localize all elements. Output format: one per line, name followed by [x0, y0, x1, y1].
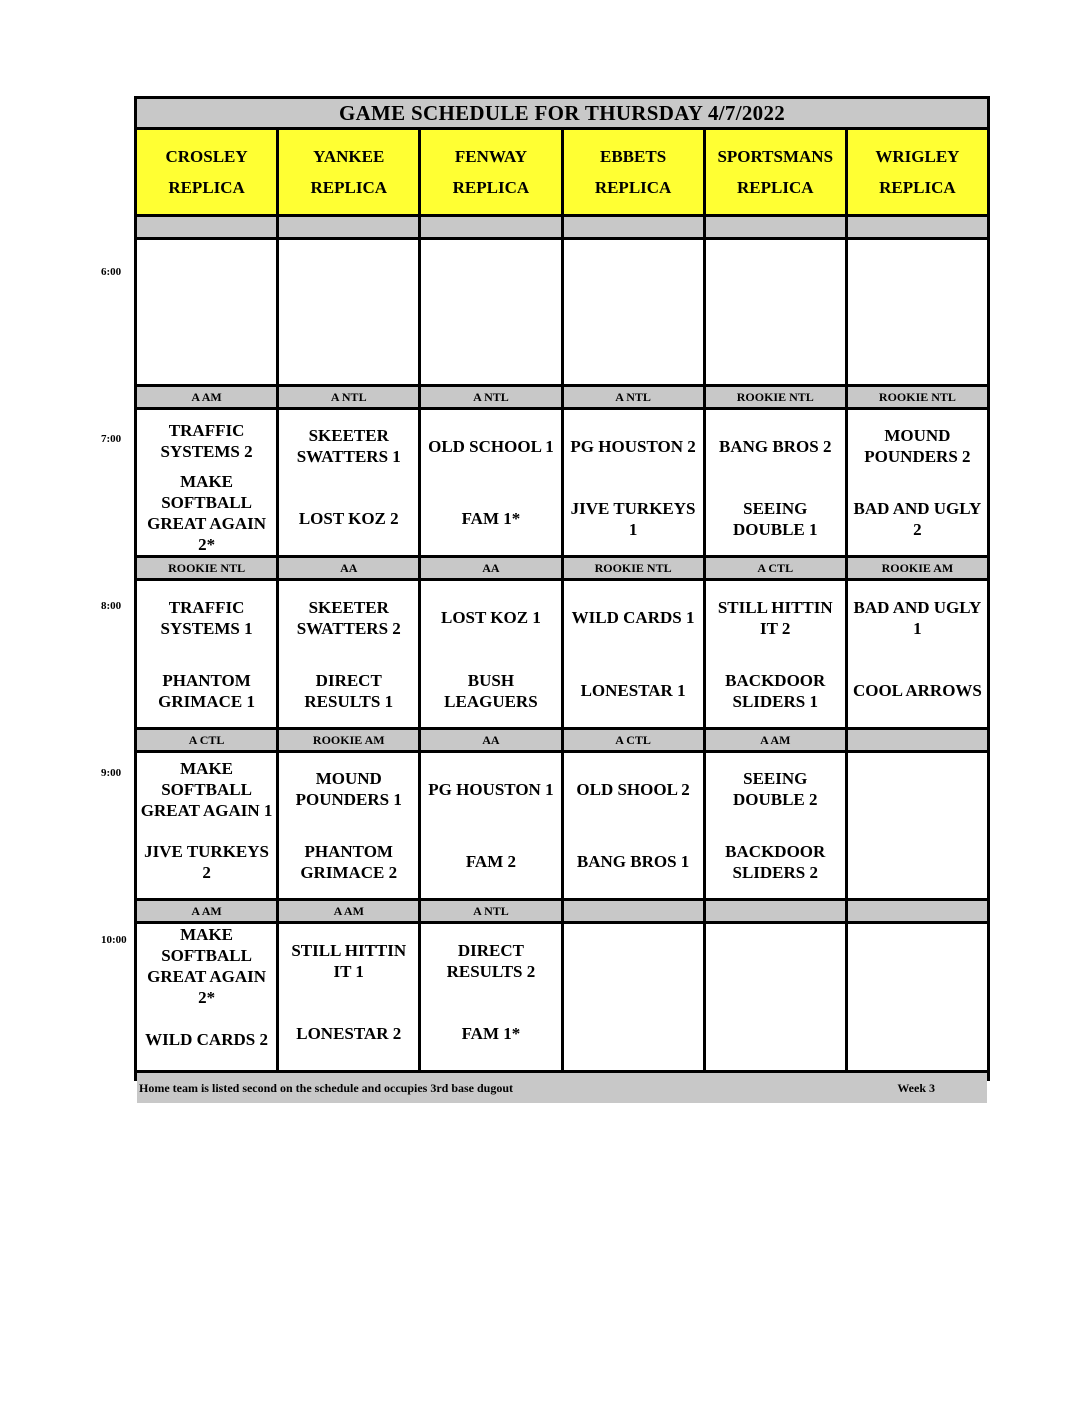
field-name: CROSLEY	[165, 146, 248, 166]
away-team: DIRECT RESULTS 2	[446, 940, 536, 981]
game-cell	[564, 581, 703, 727]
field-type: REPLICA	[452, 177, 530, 197]
home-team-note: Home team is listed second on the schedule and occupies 3rd base dugout	[139, 1081, 514, 1095]
schedule-table	[134, 96, 990, 1095]
away-team: OLD SHOOL 2	[576, 779, 690, 799]
game-cell	[421, 581, 560, 727]
league-label: A CTL	[137, 730, 276, 750]
game-cell	[137, 240, 276, 384]
league-label	[137, 217, 276, 237]
game-cell	[848, 924, 987, 1070]
home-team: COOL ARROWS	[852, 681, 982, 700]
league-label: A NTL	[279, 387, 418, 407]
away-team: PG HOUSTON 2	[570, 436, 696, 456]
game-cell	[279, 924, 418, 1070]
game-cell	[564, 240, 703, 384]
home-team: LONESTAR 2	[296, 1024, 402, 1043]
field-type: REPLICA	[736, 177, 814, 197]
game-cell	[421, 924, 560, 1070]
time-label: 10:00	[101, 934, 127, 946]
away-team: TRAFFIC SYSTEMS 1	[160, 597, 253, 638]
league-label: ROOKIE NTL	[564, 558, 703, 578]
game-cell	[706, 581, 845, 727]
schedule-title: GAME SCHEDULE FOR THURSDAY 4/7/2022	[137, 99, 987, 127]
league-label: ROOKIE NTL	[706, 387, 845, 407]
away-team: STILL HITTIN IT 2	[717, 597, 833, 638]
league-label: A NTL	[421, 901, 560, 921]
field-type: REPLICA	[594, 177, 672, 197]
home-team: BACKDOOR SLIDERS 1	[725, 670, 826, 711]
away-team: SEEING DOUBLE 2	[732, 769, 818, 810]
away-team: BANG BROS 2	[719, 436, 832, 456]
home-team: FAM 1*	[461, 509, 521, 529]
league-label	[421, 217, 560, 237]
field-type: REPLICA	[879, 177, 956, 197]
game-cell	[421, 240, 560, 384]
home-team: FAM 1*	[461, 1024, 521, 1043]
league-label: A CTL	[706, 558, 845, 578]
away-team: TRAFFIC SYSTEMS 2	[160, 420, 253, 461]
field-header	[848, 130, 987, 214]
game-cell	[279, 410, 418, 555]
league-label	[564, 217, 703, 237]
league-label: A NTL	[564, 387, 703, 407]
away-team: OLD SCHOOL 1	[428, 436, 554, 456]
time-label: 7:00	[101, 433, 122, 445]
game-cell	[564, 924, 703, 1070]
game-cell	[706, 924, 845, 1070]
away-team: MOUND POUNDERS 1	[295, 769, 402, 810]
league-label	[706, 901, 845, 921]
league-label: A AM	[279, 901, 418, 921]
home-team: FAM 2	[465, 852, 517, 872]
away-team: MOUND POUNDERS 2	[864, 426, 971, 467]
home-team: WILD CARDS 2	[145, 1029, 268, 1049]
field-header	[564, 130, 703, 214]
home-team: SEEING DOUBLE 1	[732, 498, 818, 539]
league-label	[564, 901, 703, 921]
league-label: ROOKIE NTL	[848, 387, 987, 407]
league-label	[706, 217, 845, 237]
game-cell	[137, 410, 276, 555]
field-name: YANKEE	[313, 146, 385, 166]
field-name: EBBETS	[600, 146, 667, 166]
field-header	[279, 130, 418, 214]
field-name: WRIGLEY	[875, 146, 960, 166]
away-team: PG HOUSTON 1	[428, 779, 554, 799]
league-label: AA	[279, 558, 418, 578]
game-cell	[137, 581, 276, 727]
game-cell	[848, 240, 987, 384]
week-label: Week 3	[897, 1081, 935, 1095]
time-label: 8:00	[101, 600, 122, 612]
home-team: LOST KOZ 2	[298, 509, 399, 529]
away-team: SKEETER SWATTERS 2	[296, 597, 401, 638]
home-team: JIVE TURKEYS 2	[144, 841, 270, 882]
away-team: BAD AND UGLY 1	[853, 597, 982, 638]
away-team: SKEETER SWATTERS 1	[296, 426, 401, 467]
away-team: STILL HITTIN IT 1	[291, 940, 407, 981]
game-cell	[706, 410, 845, 555]
time-label: 6:00	[101, 266, 122, 278]
game-cell	[564, 410, 703, 555]
game-cell	[848, 753, 987, 898]
field-type: REPLICA	[168, 177, 245, 197]
league-label: ROOKIE AM	[848, 558, 987, 578]
field-name: FENWAY	[454, 146, 527, 166]
game-cell	[279, 240, 418, 384]
away-team: LOST KOZ 1	[440, 608, 541, 627]
home-team: PHANTOM GRIMACE 2	[300, 841, 398, 882]
home-team: PHANTOM GRIMACE 1	[158, 670, 255, 711]
league-label: ROOKIE AM	[279, 730, 418, 750]
league-label	[848, 730, 987, 750]
league-label: AA	[421, 730, 560, 750]
schedule-footer	[137, 1073, 987, 1103]
game-cell	[848, 581, 987, 727]
field-header	[421, 130, 560, 214]
game-cell	[421, 410, 560, 555]
league-label: A NTL	[421, 387, 560, 407]
home-team: JIVE TURKEYS 1	[570, 498, 696, 539]
field-header	[137, 130, 276, 214]
away-team: MAKE SOFTBALL GREAT AGAIN 1	[140, 758, 273, 820]
time-label: 9:00	[101, 767, 122, 779]
home-team: BAD AND UGLY 2	[853, 498, 982, 539]
home-team: MAKE SOFTBALL GREAT AGAIN 2*	[147, 472, 267, 554]
field-type: REPLICA	[310, 177, 387, 197]
game-cell	[137, 753, 276, 898]
game-cell	[706, 240, 845, 384]
home-team: BUSH LEAGUERS	[444, 670, 538, 711]
home-team: BANG BROS 1	[576, 852, 690, 872]
home-team: DIRECT RESULTS 1	[304, 670, 394, 711]
league-label: A AM	[706, 730, 845, 750]
game-cell	[279, 753, 418, 898]
home-team: BACKDOOR SLIDERS 2	[725, 841, 826, 882]
league-label: A AM	[137, 901, 276, 921]
game-cell	[421, 753, 560, 898]
field-header	[706, 130, 845, 214]
league-label: A CTL	[564, 730, 703, 750]
game-cell	[564, 753, 703, 898]
league-label	[848, 901, 987, 921]
game-cell	[137, 924, 276, 1070]
field-name: SPORTSMANS	[717, 146, 834, 166]
game-cell	[848, 410, 987, 555]
game-cell	[279, 581, 418, 727]
away-team: WILD CARDS 1	[571, 608, 695, 627]
league-label: ROOKIE NTL	[137, 558, 276, 578]
league-label: A AM	[137, 387, 276, 407]
game-cell	[706, 753, 845, 898]
league-label: AA	[421, 558, 560, 578]
league-label	[279, 217, 418, 237]
away-team: MAKE SOFTBALL GREAT AGAIN 2*	[147, 925, 267, 1007]
league-label	[848, 217, 987, 237]
home-team: LONESTAR 1	[580, 681, 686, 700]
